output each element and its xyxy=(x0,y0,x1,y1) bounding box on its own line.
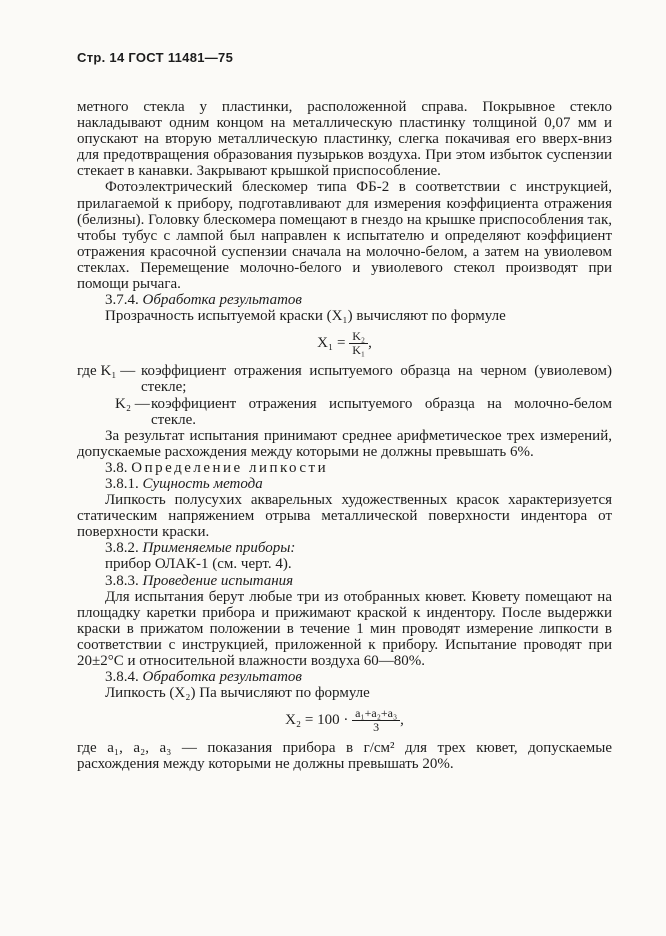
paragraph: где a₁, a₂, a₃ — показания прибора в г/см² для трех кювет, допускаемые расхождения между которыми не должны превышать 20%. xyxy=(77,740,612,773)
definition-body: коэффициент отражения испытуемого образца на черном (увиолевом) стекле; xyxy=(141,363,612,396)
section-title: Применяемые приборы: xyxy=(142,540,296,557)
document-page xyxy=(77,50,612,772)
section-title: Определение липкости xyxy=(131,459,329,476)
formula-tail: , xyxy=(400,712,404,729)
section-title: Обработка результатов xyxy=(142,669,302,686)
section-heading xyxy=(77,460,612,476)
page-header: Стр. 14 ГОСТ 11481—75 xyxy=(77,50,234,65)
section-title: Сущность метода xyxy=(142,475,263,492)
section-heading xyxy=(77,573,612,589)
formula-lhs: X₂ = 100 · xyxy=(285,712,349,729)
section-title: Проведение испытания xyxy=(142,572,294,589)
section-number: 3.8.2. xyxy=(105,540,139,557)
formula-transparency xyxy=(77,330,612,357)
definition-row xyxy=(77,396,612,428)
section-heading xyxy=(77,476,612,492)
definition-list xyxy=(77,363,612,427)
formula-lhs: X₁ = xyxy=(317,335,346,352)
section-number: 3.8.4. xyxy=(105,669,139,686)
section-title: Обработка результатов xyxy=(142,292,302,309)
paragraph: Липкость (X₂) Па вычисляют по формуле xyxy=(105,685,370,702)
section-number: 3.8.1. xyxy=(105,475,139,492)
section-heading xyxy=(77,669,612,685)
section-heading xyxy=(77,292,612,308)
paragraph: метного стекла у пластинки, расположенной справа. Покрывное стекло накладывают одним концом на металлическую пластинку толщиной 0,07 мм и опускают на вторую металлическую пластинку, слегка покачивая его вверх-вниз для предотвращения образования пузырьков воздуха. При этом избыток суспензии стекает в канавки. Закрывают крышкой приспособление. xyxy=(77,99,612,180)
fraction-denominator: K₁ xyxy=(352,343,366,358)
paragraph: За результат испытания принимают среднее арифметическое трех измерений, допускаемые расхождения между которыми не должны превышать 6%. xyxy=(77,427,612,460)
definition-term: K₂ — xyxy=(115,395,150,412)
fraction-denominator: 3 xyxy=(373,720,380,735)
fraction-numerator: K₂ xyxy=(349,330,368,344)
formula-tail: , xyxy=(368,335,372,352)
paragraph: Для испытания берут любые три из отобранных кювет. Кювету помещают на площадку каретки прибора и прижимают краской к индентору. После выдержки краски в прижатом положении в течение 1 мин проводят измерение липкости в соответствии с инструкцией, приложенной к прибору. Испытание проводят при 20±2°С и относительной влажности воздуха 60—80%. xyxy=(77,588,612,669)
section-number: 3.8. xyxy=(105,459,128,476)
formula-fraction xyxy=(349,330,368,357)
section-number: 3.8.3. xyxy=(105,572,139,589)
formula-fraction xyxy=(352,707,400,734)
paragraph: Прозрачность испытуемой краски (X₁) вычисляют по формуле xyxy=(105,308,506,325)
formula-stickiness xyxy=(77,707,612,734)
paragraph: прибор ОЛАК-1 (см. черт. 4). xyxy=(105,556,292,573)
definition-body: коэффициент отражения испытуемого образца на молочно-белом стекле. xyxy=(151,395,612,428)
definition-row xyxy=(77,363,612,395)
paragraph: Липкость полусухих акварельных художественных красок характеризуется статическим напряжением отрыва металлической поверхности индентора от поверхности краски. xyxy=(77,492,612,541)
section-heading xyxy=(77,540,612,556)
definition-term: где K₁ — xyxy=(77,363,136,380)
paragraph: Фотоэлектрический блескомер типа ФБ-2 в соответствии с инструкцией, прилагаемой к прибору, подготавливают для измерения коэффициента отражения (белизны). Головку блескомера помещают в гнездо на крышке приспособления так, чтобы тубус с лампой был направлен к испытателю и определяют коэффициент отражения красочной суспензии сначала на молочно-белом, а затем на увиолевом стеклах. Перемещение молочно-белого и увиолевого стекол производят при помощи рычага. xyxy=(77,179,612,293)
section-number: 3.7.4. xyxy=(105,292,139,309)
fraction-numerator: a₁+a₂+a₃ xyxy=(352,707,400,721)
